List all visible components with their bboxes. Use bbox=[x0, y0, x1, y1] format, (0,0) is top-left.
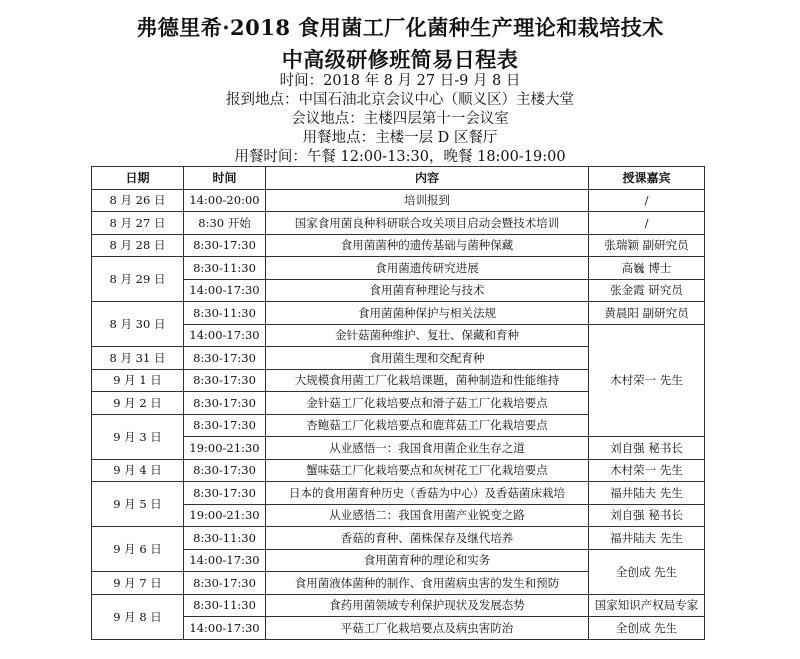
content-cell: 蟹味菇工厂化栽培要点和灰树花工厂化栽培要点 bbox=[266, 459, 589, 482]
time-cell: 8:30-11:30 bbox=[184, 302, 266, 325]
date-cell: 8 月 29 日 bbox=[92, 257, 184, 302]
content-cell: 平菇工厂化栽培要点及病虫害防治 bbox=[266, 617, 589, 640]
content-cell: 食用菌菌种保护与相关法规 bbox=[266, 302, 589, 325]
speaker-cell: 刘自强 秘书长 bbox=[589, 504, 705, 527]
header-date: 日期 bbox=[92, 167, 184, 190]
table-row bbox=[92, 459, 705, 482]
info-dining-time: 用餐时间：午餐 12:00-13:30，晚餐 18:00-19:00 bbox=[234, 149, 566, 165]
time-cell: 8:30-17:30 bbox=[184, 459, 266, 482]
speaker-cell: 张金霞 研究员 bbox=[589, 279, 705, 302]
content-cell: 食用菌生理和交配育种 bbox=[266, 347, 589, 370]
table-row bbox=[92, 189, 705, 212]
time-cell: 19:00-21:30 bbox=[184, 437, 266, 460]
content-cell: 培训报到 bbox=[266, 189, 589, 212]
speaker-cell: 福井陆夫 先生 bbox=[589, 482, 705, 505]
date-cell: 9 月 8 日 bbox=[92, 594, 184, 639]
speaker-cell: 木村荣一 先生 bbox=[589, 459, 705, 482]
content-cell: 食用菌遗传研究进展 bbox=[266, 257, 589, 280]
page-title-line1: 弗德里希·2018 食用菌工厂化菌种生产理论和栽培技术 bbox=[136, 15, 664, 40]
date-cell: 9 月 7 日 bbox=[92, 572, 184, 595]
table-row bbox=[92, 594, 705, 617]
table-row bbox=[92, 279, 705, 302]
table-row bbox=[92, 212, 705, 235]
time-cell: 14:00-17:30 bbox=[184, 617, 266, 640]
header-time: 时间 bbox=[184, 167, 266, 190]
time-cell: 8:30-17:30 bbox=[184, 392, 266, 415]
content-cell: 食用菌育种理论与技术 bbox=[266, 279, 589, 302]
speaker-cell: 刘自强 秘书长 bbox=[589, 437, 705, 460]
date-cell: 9 月 2 日 bbox=[92, 392, 184, 415]
table-row bbox=[92, 504, 705, 527]
time-cell: 8:30-17:30 bbox=[184, 234, 266, 257]
time-cell: 8:30-11:30 bbox=[184, 257, 266, 280]
time-cell: 14:00-20:00 bbox=[184, 189, 266, 212]
table-header-row bbox=[92, 167, 705, 190]
table-row bbox=[92, 482, 705, 505]
table-row bbox=[92, 324, 705, 347]
time-cell: 14:00-17:30 bbox=[184, 324, 266, 347]
time-cell: 14:00-17:30 bbox=[184, 549, 266, 572]
speaker-cell: 张瑞颖 副研究员 bbox=[589, 234, 705, 257]
table-row bbox=[92, 549, 705, 572]
time-cell: 19:00-21:30 bbox=[184, 504, 266, 527]
content-cell: 香菇的育种、菌株保存及继代培养 bbox=[266, 527, 589, 550]
speaker-cell: 全创成 先生 bbox=[589, 617, 705, 640]
content-cell: 大规模食用菌工厂化栽培课题，菌种制造和性能维持 bbox=[266, 369, 589, 392]
time-cell: 8:30 开始 bbox=[184, 212, 266, 235]
speaker-cell: 高巍 博士 bbox=[589, 257, 705, 280]
table-row bbox=[92, 234, 705, 257]
content-cell: 食药用菌领域专利保护现状及发展态势 bbox=[266, 594, 589, 617]
content-cell: 日本的食用菌育种历史（香菇为中心）及香菇菌床栽培 bbox=[266, 482, 589, 505]
date-cell: 8 月 26 日 bbox=[92, 189, 184, 212]
date-cell: 9 月 1 日 bbox=[92, 369, 184, 392]
time-cell: 8:30-17:30 bbox=[184, 572, 266, 595]
time-cell: 8:30-17:30 bbox=[184, 369, 266, 392]
speaker-cell: 黄晨阳 副研究员 bbox=[589, 302, 705, 325]
table-row bbox=[92, 617, 705, 640]
date-cell: 9 月 6 日 bbox=[92, 527, 184, 572]
speaker-cell: / bbox=[589, 189, 705, 212]
time-cell: 8:30-17:30 bbox=[184, 414, 266, 437]
table-row bbox=[92, 302, 705, 325]
date-cell: 9 月 4 日 bbox=[92, 459, 184, 482]
date-cell: 9 月 5 日 bbox=[92, 482, 184, 527]
date-cell: 8 月 31 日 bbox=[92, 347, 184, 370]
content-cell: 金针菇菌种维护、复壮、保藏和育种 bbox=[266, 324, 589, 347]
info-registration: 报到地点：中国石油北京会议中心（顺义区）主楼大堂 bbox=[226, 92, 574, 108]
page-title-line2: 中高级研修班简易日程表 bbox=[281, 47, 519, 72]
content-cell: 从业感悟一：我国食用菌企业生存之道 bbox=[266, 437, 589, 460]
content-cell: 国家食用菌良种科研联合攻关项目启动会暨技术培训 bbox=[266, 212, 589, 235]
date-cell: 8 月 28 日 bbox=[92, 234, 184, 257]
content-cell: 金针菇工厂化栽培要点和滑子菇工厂化栽培要点 bbox=[266, 392, 589, 415]
table-row bbox=[92, 257, 705, 280]
content-cell: 食用菌液体菌种的制作、食用菌病虫害的发生和预防 bbox=[266, 572, 589, 595]
speaker-cell: 木村荣一 先生 bbox=[589, 324, 705, 437]
content-cell: 食用菌育种的理论和实务 bbox=[266, 549, 589, 572]
time-cell: 8:30-11:30 bbox=[184, 594, 266, 617]
speaker-cell: 国家知识产权局专家 bbox=[589, 594, 705, 617]
table-row bbox=[92, 437, 705, 460]
speaker-cell: 福井陆夫 先生 bbox=[589, 527, 705, 550]
schedule-table bbox=[91, 166, 705, 640]
info-time: 时间：2018 年 8 月 27 日-9 月 8 日 bbox=[279, 73, 521, 89]
date-cell: 8 月 27 日 bbox=[92, 212, 184, 235]
content-cell: 杏鲍菇工厂化栽培要点和鹿茸菇工厂化栽培要点 bbox=[266, 414, 589, 437]
date-cell: 8 月 30 日 bbox=[92, 302, 184, 347]
time-cell: 8:30-11:30 bbox=[184, 527, 266, 550]
header-content: 内容 bbox=[266, 167, 589, 190]
content-cell: 从业感悟二：我国食用菌产业锐变之路 bbox=[266, 504, 589, 527]
content-cell: 食用菌菌种的遗传基础与菌种保藏 bbox=[266, 234, 589, 257]
speaker-cell: 全创成 先生 bbox=[589, 549, 705, 594]
speaker-cell: / bbox=[589, 212, 705, 235]
date-cell: 9 月 3 日 bbox=[92, 414, 184, 459]
time-cell: 8:30-17:30 bbox=[184, 347, 266, 370]
table-row bbox=[92, 527, 705, 550]
info-venue: 会议地点：主楼四层第十一会议室 bbox=[291, 111, 509, 127]
info-dining-place: 用餐地点：主楼一层 D 区餐厅 bbox=[302, 130, 498, 146]
time-cell: 8:30-17:30 bbox=[184, 482, 266, 505]
time-cell: 14:00-17:30 bbox=[184, 279, 266, 302]
header-speaker: 授课嘉宾 bbox=[589, 167, 705, 190]
